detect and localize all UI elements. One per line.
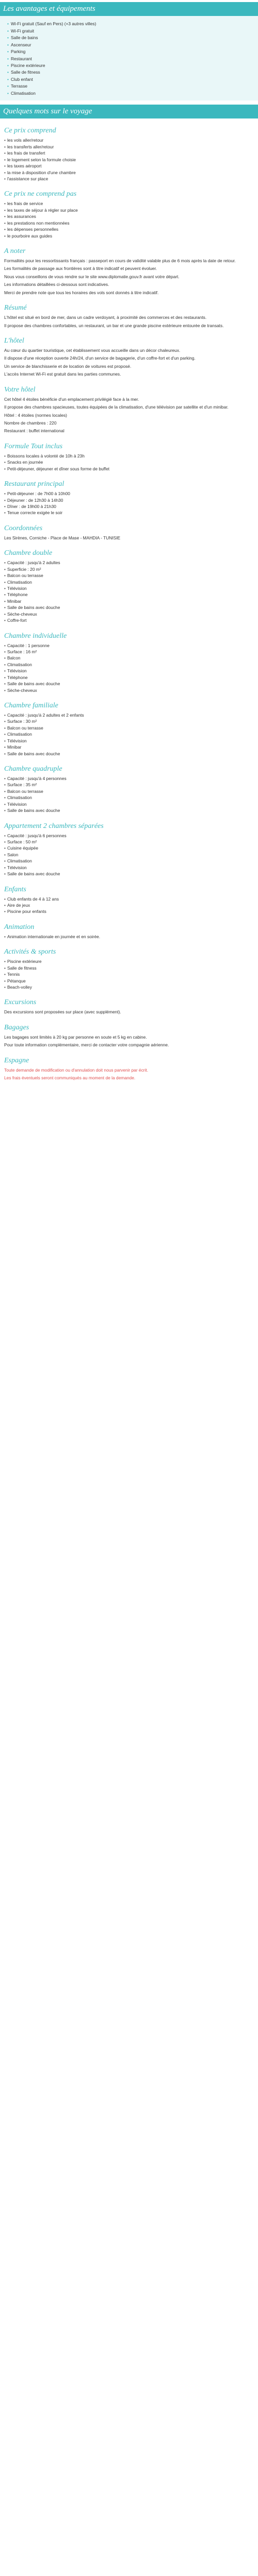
section-bullet: • Cuisine équipée <box>4 845 254 851</box>
section-bullet: • Salle de bains avec douche <box>4 751 254 757</box>
equipement-item: • Wi-Fi gratuit <box>7 28 254 34</box>
equipement-item: • Restaurant <box>7 56 254 62</box>
section-paragraph: Des excursions sont proposées sur place (avec supplément). <box>4 1009 121 1015</box>
section-paragraph: Cet hôtel 4 étoiles bénéficie d'un emplacement privilégié face à la mer. <box>4 396 139 402</box>
section-bullet: • Tennis <box>4 972 254 977</box>
section-bullet: • Animation internationale en journée et en soirée. <box>4 934 254 940</box>
section-paragraph: Au cœur du quartier touristique, cet établissement vous accueille dans un décor chaleureux. <box>4 348 181 353</box>
section-bullet: • Surface : 16 m² <box>4 649 254 655</box>
equipement-item: • Terrasse <box>7 83 254 89</box>
section-bullet: • Tenue correcte exigée le soir <box>4 510 254 516</box>
equipement-item: • Ascenseur <box>7 42 254 48</box>
section-bullet: • Climatisation <box>4 858 254 864</box>
section-title: Espagne <box>4 1056 29 1064</box>
section-bullet: • Télévision <box>4 738 254 744</box>
section-title: Excursions <box>4 998 37 1007</box>
section-bullet: • Télévision <box>4 865 254 871</box>
section-title: Coordonnées <box>4 524 43 532</box>
section-bullet: • Minibar <box>4 744 254 750</box>
section-title: Ce prix comprend <box>4 127 56 135</box>
equipement-item: • Salle de fitness <box>7 70 254 75</box>
section-bullet: • Minibar <box>4 599 254 604</box>
section-paragraph: Un service de blanchisserie et de location de voitures est proposé. <box>4 363 132 369</box>
section-bullet: • Aire de jeux <box>4 903 254 908</box>
equipement-item: • Parking <box>7 49 254 55</box>
section-bullet: • Télévision <box>4 586 254 591</box>
section-title: Chambre quadruple <box>4 765 62 773</box>
section-bullet: • Beach-volley <box>4 985 254 990</box>
equipements-list <box>4 18 254 96</box>
section-bullet: • Salle de bains avec douche <box>4 808 254 814</box>
equipements-block <box>0 16 258 100</box>
section-paragraph: L'accès Internet Wi-Fi est gratuit dans les parties communes. <box>4 371 121 377</box>
section-bullet: • Climatisation <box>4 662 254 668</box>
section-title: Enfants <box>4 885 26 893</box>
section-bullet: • Salle de bains avec douche <box>4 681 254 687</box>
sections-container <box>0 126 258 1081</box>
section-paragraph: L'hôtel est situé en bord de mer, dans un cadre verdoyant, à proximité des commerces et des restaurants. <box>4 315 207 320</box>
equipement-item: • Climatisation <box>7 91 254 96</box>
section-paragraph: Formalités pour les ressortissants français : passeport en cours de validité valable plus de 6 mois après la date de retour. <box>4 258 236 263</box>
section-paragraph: Restaurant : buffet international <box>4 428 64 434</box>
section-title: Chambre individuelle <box>4 632 67 640</box>
page <box>0 2 258 1081</box>
section-bullet: • les frais de transfert <box>4 150 254 156</box>
section-bullet: • Dîner : de 19h00 à 21h30 <box>4 504 254 510</box>
section-bullet: • Capacité : jusqu'à 2 adultes <box>4 560 254 566</box>
section-bullet: • Déjeuner : de 12h30 à 14h30 <box>4 498 254 503</box>
section-bullet: • les frais de service <box>4 201 254 207</box>
section-bullet: • Surface : 35 m² <box>4 782 254 788</box>
section-bullet: • Petit-déjeuner : de 7h00 à 10h00 <box>4 491 254 497</box>
section-bullet: • Climatisation <box>4 580 254 585</box>
section-bullet: • Snacks en journée <box>4 460 254 465</box>
section-bullet: • Coffre-fort <box>4 618 254 623</box>
section-bullet: • Balcon ou terrasse <box>4 573 254 579</box>
section-bullet: • Pétanque <box>4 978 254 984</box>
section-bullet: • Capacité : jusqu'à 6 personnes <box>4 833 254 839</box>
section-title: Restaurant principal <box>4 480 64 488</box>
section-bullet: • Club enfants de 4 à 12 ans <box>4 896 254 902</box>
section-bullet: • les taxes de séjour à régler sur place <box>4 208 254 213</box>
section-bullet: • Climatisation <box>4 795 254 801</box>
section-bullet: • Surface : 50 m² <box>4 839 254 845</box>
banner-voyage: Quelques mots sur le voyage <box>0 105 258 118</box>
section-bullet: • Boissons locales à volonté de 10h à 23h <box>4 453 254 459</box>
section-paragraph: Nous vous conseillons de vous rendre sur le site www.diplomatie.gouv.fr avant votre départ. <box>4 274 180 279</box>
section-title: Votre hôtel <box>4 385 36 394</box>
section-bullet: • Surface : 30 m² <box>4 719 254 724</box>
equipement-item: • Club enfant <box>7 77 254 82</box>
section-title: Résumé <box>4 304 27 312</box>
section-bullet: • Téléphone <box>4 592 254 598</box>
section-bullet: • Superficie : 20 m² <box>4 567 254 572</box>
section-bullet: • les assurances <box>4 214 254 219</box>
section-bullet: • l'assistance sur place <box>4 176 254 182</box>
section-bullet: • Climatisation <box>4 732 254 737</box>
section-title: Activités & sports <box>4 948 56 956</box>
section-paragraph: Merci de prendre note que tous les horaires des vols sont donnés à titre indicatif. <box>4 290 159 295</box>
section-bullet: • Salle de bains avec douche <box>4 871 254 877</box>
equipement-item: • Salle de bains <box>7 35 254 41</box>
section-bullet: • Salle de bains avec douche <box>4 605 254 611</box>
section-paragraph: Les bagages sont limités à 20 kg par personne en soute et 5 kg en cabine. <box>4 1034 147 1040</box>
section-title: Ce prix ne comprend pas <box>4 190 77 198</box>
section-bullet: • Balcon ou terrasse <box>4 789 254 794</box>
section-title: Appartement 2 chambres séparées <box>4 822 104 830</box>
section-title: Bagages <box>4 1023 29 1031</box>
section-bullet: • Salon <box>4 852 254 858</box>
section-paragraph: Les Sirènes, Corniche - Place de Mase - MAHDIA - TUNISIE <box>4 535 121 540</box>
section-bullet: • les dépenses personnelles <box>4 227 254 232</box>
section-bullet: • Capacité : 1 personne <box>4 643 254 649</box>
section-title: Chambre familiale <box>4 701 58 709</box>
section-bullet: • Sèche-cheveux <box>4 612 254 617</box>
section-bullet: • Téléphone <box>4 675 254 681</box>
banner-equipements: Les avantages et équipements <box>0 2 258 16</box>
section-title: A noter <box>4 247 26 255</box>
section-paragraph: Pour toute information complémentaire, merci de contacter votre compagnie aérienne. <box>4 1042 169 1048</box>
section-title: Chambre double <box>4 549 53 557</box>
section-bullet: • Petit-déjeuner, déjeuner et dîner sous forme de buffet <box>4 466 254 472</box>
section-bullet: • les transferts aller/retour <box>4 144 254 150</box>
section-paragraph: Nombre de chambres : 220 <box>4 420 57 426</box>
section-bullet: • Sèche-cheveux <box>4 688 254 693</box>
section-paragraph: Il propose des chambres spacieuses, toutes équipées de la climatisation, d'une télévision par satellite et d'un minibar. <box>4 404 229 410</box>
section-bullet: • le pourboire aux guides <box>4 233 254 239</box>
section-bullet: • Salle de fitness <box>4 965 254 971</box>
section-title: L'hôtel <box>4 336 24 345</box>
section-paragraph: Les formalités de passage aux frontières sont à titre indicatif et peuvent évoluer. <box>4 266 157 272</box>
section-paragraph: Toute demande de modification ou d'annulation doit nous parvenir par écrit. <box>4 1067 149 1073</box>
section-title: Animation <box>4 923 35 931</box>
section-paragraph: Les informations détaillées ci-dessous sont indicatives. <box>4 282 109 287</box>
section-bullet: • Capacité : jusqu'à 2 adultes et 2 enfants <box>4 713 254 718</box>
section-bullet: • les prestations non mentionnées <box>4 221 254 226</box>
equipement-item: • Piscine extérieure <box>7 63 254 69</box>
section-bullet: • Balcon ou terrasse <box>4 725 254 731</box>
section-bullet: • Balcon <box>4 655 254 661</box>
section-title: Formule Tout inclus <box>4 442 63 450</box>
section-paragraph: Il propose des chambres confortables, un restaurant, un bar et une grande piscine extérieure entourée de transats. <box>4 323 224 328</box>
section-bullet: • Piscine extérieure <box>4 959 254 964</box>
section-bullet: • Télévision <box>4 802 254 807</box>
section-bullet: • le logement selon la formule choisie <box>4 157 254 163</box>
section-bullet: • Piscine pour enfants <box>4 909 254 914</box>
section-bullet: • les taxes aéroport <box>4 163 254 169</box>
section-bullet: • Capacité : jusqu'à 4 personnes <box>4 776 254 782</box>
section-paragraph: Hôtel : 4 étoiles (normes locales) <box>4 412 67 418</box>
section-paragraph: Il dispose d'une réception ouverte 24h/24, d'un service de bagagerie, d'un coffre-fort et d'un parking. <box>4 355 196 361</box>
section-bullet: • la mise à disposition d'une chambre <box>4 170 254 176</box>
section-bullet: • les vols aller/retour <box>4 138 254 143</box>
section-bullet: • Télévision <box>4 668 254 674</box>
equipement-item: • Wi-Fi gratuit (Sauf en Pers) (+3 autres villes) <box>7 21 254 27</box>
section-paragraph: Les frais éventuels seront communiqués au moment de la demande. <box>4 1075 136 1081</box>
